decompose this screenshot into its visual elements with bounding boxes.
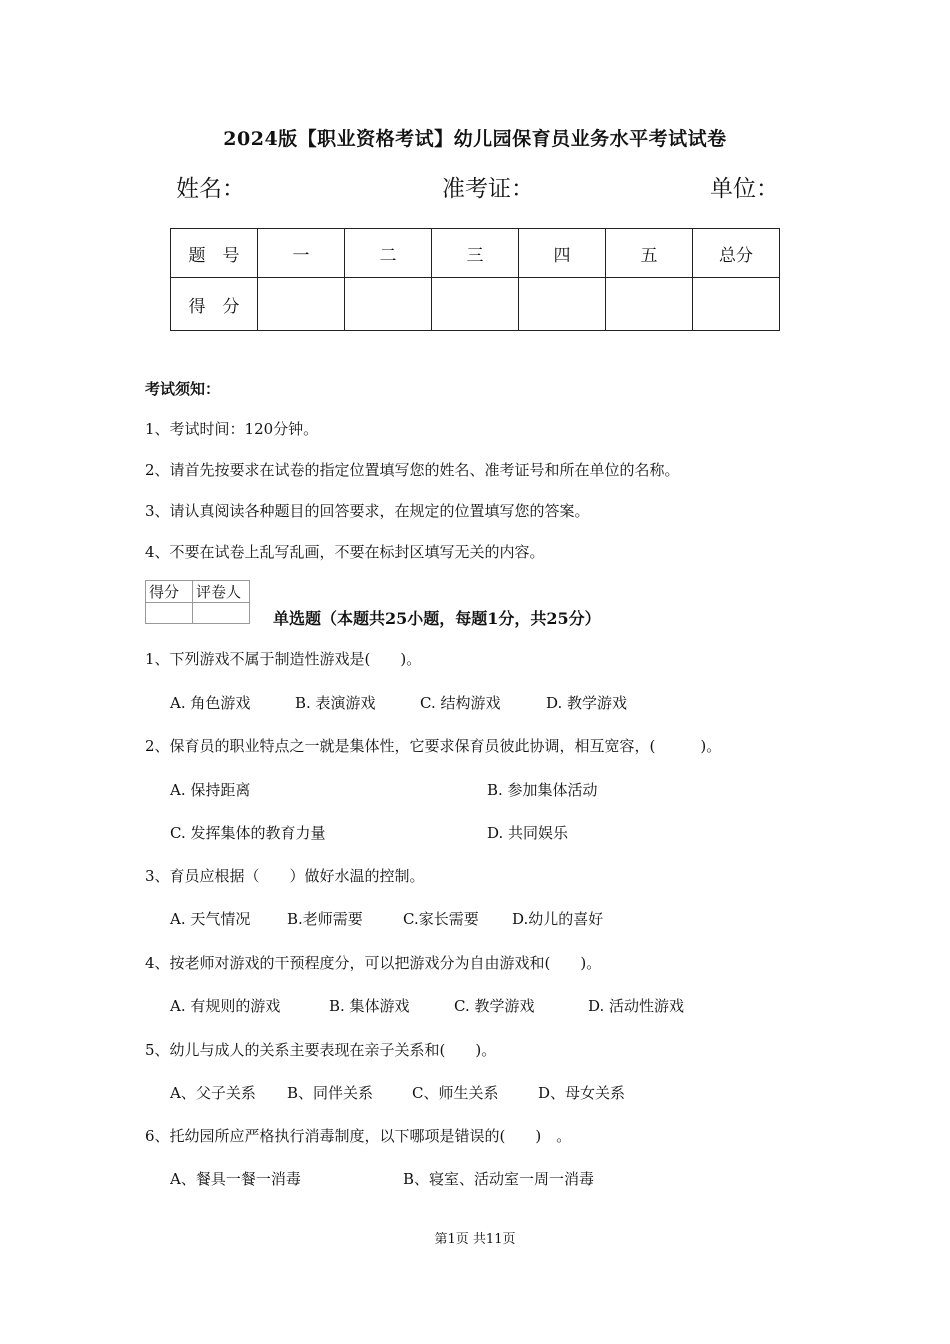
unit-field-label: 单位： xyxy=(710,176,779,202)
score-header-cell: 二 xyxy=(345,229,432,278)
notice-item: 3、请认真阅读各种题目的回答要求，在规定的位置填写您的答案。 xyxy=(145,502,590,520)
name-field-label: 姓名： xyxy=(176,176,245,202)
section-title: 单选题（本题共25小题，每题1分，共25分） xyxy=(273,609,601,628)
question-stem: 3、育员应根据（ ）做好水温的控制。 xyxy=(145,867,425,885)
score-table-score-row xyxy=(171,278,780,331)
score-cell[interactable] xyxy=(606,278,693,331)
question-option: B、同伴关系 xyxy=(287,1084,374,1102)
question-option: B、寝室、活动室一周一消毒 xyxy=(403,1170,595,1188)
question-option: B. 表演游戏 xyxy=(295,694,376,712)
exam-id-field-label: 准考证： xyxy=(442,176,534,202)
question-option: B. 参加集体活动 xyxy=(487,781,598,799)
score-cell[interactable] xyxy=(693,278,780,331)
question-stem: 1、下列游戏不属于制造性游戏是( )。 xyxy=(145,650,422,668)
question-option: C、师生关系 xyxy=(412,1084,499,1102)
score-cell[interactable] xyxy=(519,278,606,331)
notice-item: 4、不要在试卷上乱写乱画，不要在标封区填写无关的内容。 xyxy=(145,543,545,561)
score-header-cell: 题 号 xyxy=(171,229,258,278)
score-header-cell: 一 xyxy=(258,229,345,278)
question-option: D. 活动性游戏 xyxy=(588,997,685,1015)
question-stem: 4、按老师对游戏的干预程度分，可以把游戏分为自由游戏和( )。 xyxy=(145,954,602,972)
score-cell[interactable] xyxy=(258,278,345,331)
grader-score-cell[interactable] xyxy=(146,603,193,624)
question-stem: 2、保育员的职业特点之一就是集体性，它要求保育员彼此协调，相互宽容，( )。 xyxy=(145,737,722,755)
question-option: B. 集体游戏 xyxy=(329,997,410,1015)
score-cell[interactable] xyxy=(432,278,519,331)
grader-reviewer-label: 评卷人 xyxy=(193,581,250,603)
question-option: D.幼儿的喜好 xyxy=(512,910,604,928)
question-option: C. 教学游戏 xyxy=(454,997,535,1015)
question-option: D. 共同娱乐 xyxy=(487,824,569,842)
score-header-cell: 总分 xyxy=(693,229,780,278)
question-option: A. 角色游戏 xyxy=(170,694,251,712)
question-option: B.老师需要 xyxy=(287,910,363,928)
grader-reviewer-cell[interactable] xyxy=(193,603,250,624)
question-option: A、餐具一餐一消毒 xyxy=(170,1170,301,1188)
grader-box xyxy=(145,580,250,624)
notice-item: 1、考试时间：120分钟。 xyxy=(145,420,319,438)
score-table-header-row xyxy=(171,229,780,278)
question-option: A、父子关系 xyxy=(170,1084,256,1102)
score-cell[interactable] xyxy=(345,278,432,331)
question-stem: 6、托幼园所应严格执行消毒制度，以下哪项是错误的( ) 。 xyxy=(145,1127,572,1145)
question-option: A. 保持距离 xyxy=(170,781,251,799)
score-table xyxy=(170,228,780,331)
page-footer: 第1页 共11页 xyxy=(434,1232,516,1247)
score-header-cell: 三 xyxy=(432,229,519,278)
question-option: C. 结构游戏 xyxy=(420,694,501,712)
question-option: D、母女关系 xyxy=(538,1084,626,1102)
notice-item: 2、请首先按要求在试卷的指定位置填写您的姓名、准考证号和所在单位的名称。 xyxy=(145,461,680,479)
score-header-cell: 五 xyxy=(606,229,693,278)
page-title: 2024版【职业资格考试】幼儿园保育员业务水平考试试卷 xyxy=(223,128,727,150)
question-option: C. 发挥集体的教育力量 xyxy=(170,824,326,842)
question-option: D. 教学游戏 xyxy=(546,694,628,712)
question-stem: 5、幼儿与成人的关系主要表现在亲子关系和( )。 xyxy=(145,1041,497,1059)
question-option: A. 有规则的游戏 xyxy=(170,997,281,1015)
notice-heading: 考试须知： xyxy=(145,380,221,398)
grader-score-label: 得分 xyxy=(146,581,193,603)
score-row-label: 得 分 xyxy=(171,278,258,331)
score-header-cell: 四 xyxy=(519,229,606,278)
question-option: A. 天气情况 xyxy=(170,910,251,928)
question-option: C.家长需要 xyxy=(403,910,479,928)
